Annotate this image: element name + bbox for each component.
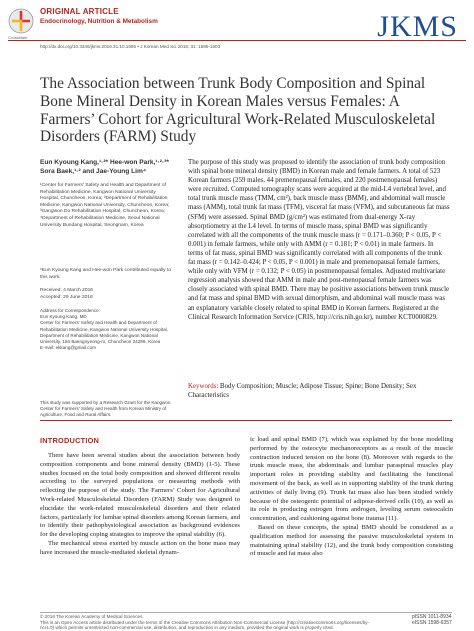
copyright-text: © 2016 The Korean Academy of Medical Sciences.	[40, 614, 144, 619]
article-section: Endocrinology, Nutrition & Metabolism	[40, 18, 158, 25]
keywords	[188, 382, 450, 400]
received-date: Received: 4 March 2016	[40, 288, 94, 293]
correspondence-address: Center for Farmers’ Safety and Health and Department of Rehabilitation Medicine, Kangwon National University Hospital, Department of Rehabilitation Medicine, Kangwon National University, 156 Baengnyeong-ro, Chuncheon 24289, Korea	[40, 320, 168, 345]
correspondence-name: Eun Kyoung Kang, MD	[40, 314, 87, 320]
intro-paragraph: There have been several studies about the association between body composition components and bone mineral density (BMD) (1-5). These studies focused on the total body composition and showed different results according to the surveyed populations or measuring methods with reflecting the purpose of the study. The Farmers’ Cohort for Agricultural Work-related Musculoskeletal Disorders (FARM) Study was designed to elucidate the work-related musculoskeletal disorders and their related factors, particularly for lumbar spinal disorders among Korean farmers, and to identify their pathophysiological association as background evidences for the developing coping strategies to improve the spinal stability (6).	[40, 452, 240, 539]
correspondence-block	[40, 308, 175, 351]
author-list: Eun Kyoung Kang,¹·²* Hee-won Park,¹·²·³* Sora Baek,¹·² and Jae-Young Lim⁴	[40, 159, 169, 175]
intro-column-right	[250, 436, 453, 559]
footer-copyright	[40, 614, 370, 631]
introduction-heading: INTRODUCTION	[40, 436, 100, 445]
footer-divider	[40, 612, 452, 613]
doi-link[interactable]: http://dx.doi.org/10.3346/jkms.2016.31.10.1595 • J Korean Med Sci 2016; 31: 1595-1603	[40, 44, 221, 49]
intro-paragraph: ic load and spinal BMD (7), which was explained by the bone modelling performed by the osteocyte mechanoreceptors as a result of the muscle contraction induced tension on the bone (8). Moreover with regards to the trunk muscle mass, the abdominals and lumbar paraspinal muscles play important roles in providing stability and facilitating the functional movement of the back, as well as in supporting stability of the trunk during activities of daily living (9). Trunk fat mass also has been studied widely because of the osteogenic potential of adipose-derived cells (10), as well as its role in producing estrogen from androgen, leveling serum osteocalcin concentration, and cushioning against bone trauma (11).	[250, 436, 453, 523]
article-title: The Association between Trunk Body Composition and Spinal Bone Mineral Density in Korean Males versus Females: A Farmers’ Cohort for Agricultural Work-Related Musculoskeletal Disorders (FARM) Study	[40, 75, 436, 146]
intro-paragraph: The mechanical stress exerted by muscle action on the bone mass may have increased the muscle-mediated skeletal dynam-	[40, 539, 240, 556]
keywords-text: Body Composition; Muscle; Adipose Tissue; Spine; Bone Density; Sex Characteristics	[188, 383, 417, 399]
journal-logo: JKMS	[377, 10, 458, 43]
crossmark-label: CrossMark	[8, 35, 28, 40]
accepted-date: Accepted: 29 June 2016	[40, 295, 93, 301]
affiliations	[40, 183, 175, 229]
equal-contribution-note: *Eun Kyoung Kang and Hee-won Park contributed equally to this work.	[40, 268, 172, 280]
funding-note: This study was supported by a Research Grant for the Kangwon Center for Farmers’ Safety and Health from Korean Ministry of Agriculture, Food and Rural Affairs.	[40, 400, 171, 418]
license-text: This is an Open Access article distributed under the terms of the Creative Commons Attribution Non-Commercial License (http://creativecommons.org/licenses/by-nc/4.0) which permits unrestricted non-commercial use, distribution, and reproduction in any medium, provided the original work is properly cited.	[40, 619, 370, 631]
issn-block	[412, 614, 452, 626]
abstract-divider	[40, 420, 452, 421]
article-type: ORIGINAL ARTICLE	[40, 7, 119, 16]
intro-column-left	[40, 452, 240, 558]
affiliation-text: ¹Center for Farmers’ Safety and Health and Department of Rehabilitation Medicine, Kangwon National University Hospital, Chuncheon, Korea; ²Department of Rehabilitation Medicine, Kangwon National University, Chuncheon, Korea; ³Gangwon Do Rehabilitation Hospital, Chuncheon, Korea; ⁴Department of Rehabilitation Medicine, Seoul National University Bundang Hospital, Seongnam, Korea	[40, 183, 170, 228]
pissn: pISSN 1011-8934	[412, 614, 452, 620]
article-dates	[40, 287, 175, 302]
intro-paragraph: Based on these concepts, the spinal BMD should be considered as a qualification method for assessing the passive musculoskeletal system in maintaining spinal stability (12), and the trunk body composition consisting of muscle and fat mass also	[250, 523, 453, 558]
correspondence-heading: Address for Correspondence:	[40, 308, 101, 313]
abstract-text: The purpose of this study was proposed to identify the association of trunk body composition with spinal bone mineral density (BMD) in Korean male and female farmers. A total of 523 Korean farmers (259 males, 44 premenopausal females, and 220 postmenopausal females) were recruited. Computed tomography scans were acquired at the mid-L4 vertebral level, and total trunk muscle mass (TMM, cm²), back muscle mass (BMM), and abdominal wall muscle mass (AMM), total trunk fat mass (TFM), visceral fat mass (VFM), and subcutaneous fat mass (SFM) were assessed. Spinal BMD (g/cm²) was estimated from dual-energy X-ray absorptiometry at the L4 level. In terms of muscle mass, spinal BMD was significantly correlated with all the components of the trunk muscle mass (r = 0.171–0.360; P < 0.05, P < 0.001) in female farmers, while only with AMM (r = 0.181; P < 0.01) in male farmers. In terms of fat mass, spinal BMD was significantly correlated with all components of the trunk fat mass (r = 0.142–0.424; P < 0.05, P < 0.001) in male and premenopausal female farmers, while only with VFM (r = 0.132; P < 0.05) in postmenopausal females. Adjusted multivariate regression analysis showed that AMM in male and post-menopausal female farmers was closely associated with spinal BMD. There may be positive associations between trunk muscle and fat mass and spinal BMD with sexual dimorphism, and abdominal wall muscle mass was an explanatory variable closely related to spinal BMD in Korean farmers. Registered at the Clinical Research Information Service (CRIS, http://cris.nih.go.kr), number KCT0000829.	[188, 159, 450, 321]
keywords-label: Keywords:	[188, 383, 219, 390]
crossmark-logo-icon[interactable]	[8, 8, 34, 34]
eissn: eISSN 1598-6357	[412, 620, 452, 627]
correspondence-email[interactable]: E-mail: ekkang@gmail.com	[40, 345, 96, 351]
